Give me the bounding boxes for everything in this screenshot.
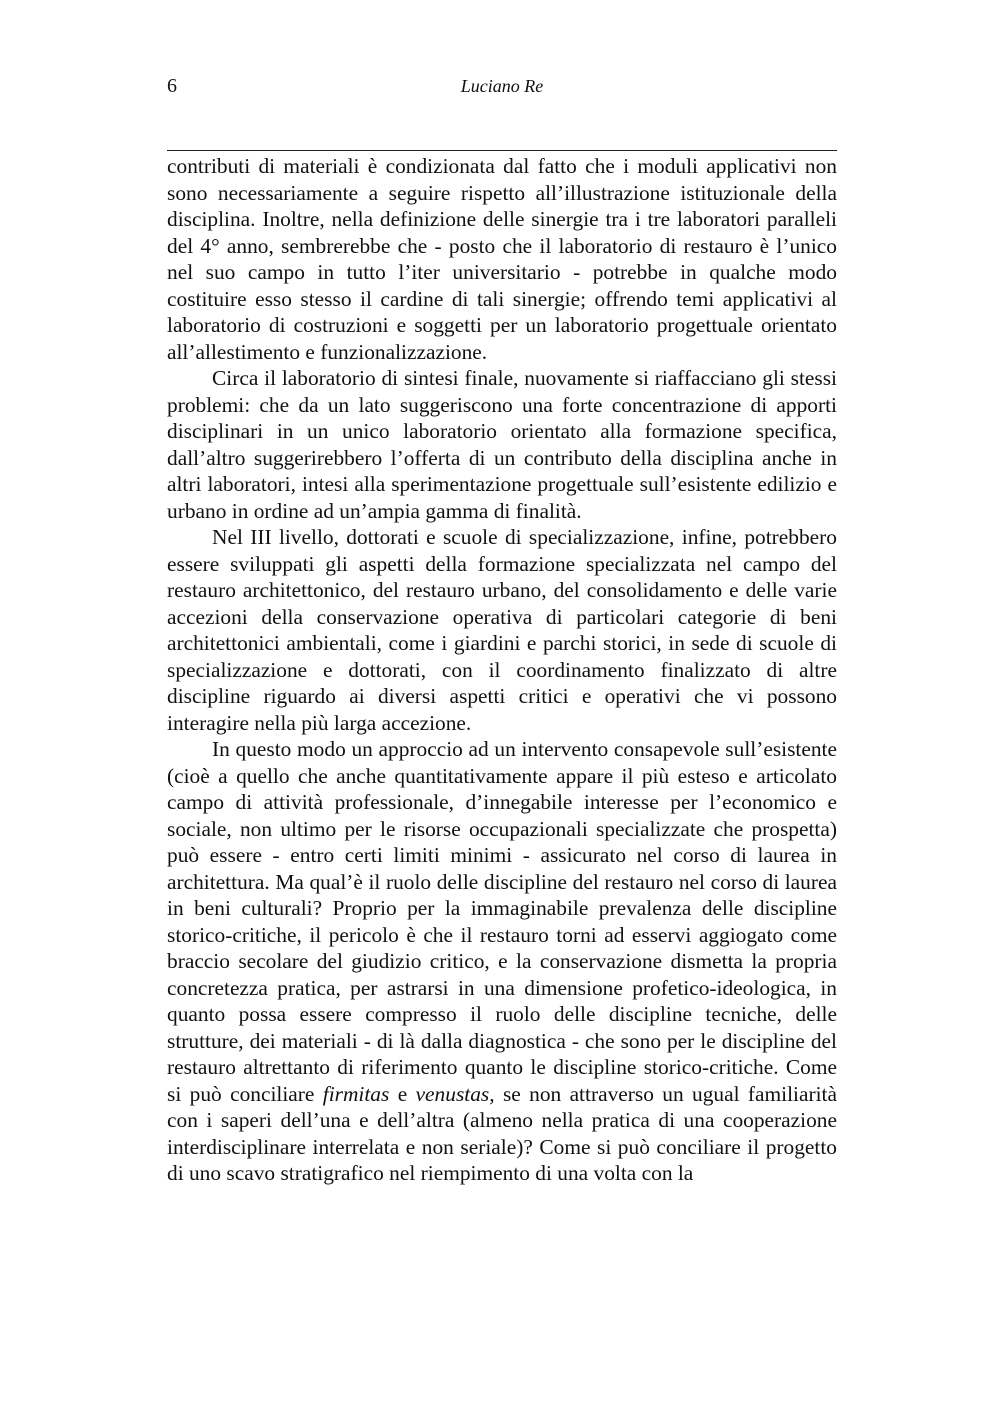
- page-number: 6: [167, 75, 177, 97]
- running-head: Luciano Re: [460, 76, 544, 96]
- paragraph-1: contributi di materiali è condizionata dal fatto che i moduli applicativi non sono necessariamente a seguire rispetto all’illustrazione istituzionale della disciplina. Inoltre, nella definizione delle sinergie tra i tre laboratori paralleli del 4° anno, sembrerebbe che - posto che il laboratorio di restauro è l’unico nel suo campo in tutto l’iter universitario - potrebbe in qualche modo costituire esso stesso il cardine di tali sinergie; offrendo temi applicativi al laboratorio di costruzioni e soggetti per un laboratorio progettuale orientato all’allestimento e funzionalizzazione.: [167, 154, 837, 364]
- paragraph-4-text-between: e: [389, 1081, 416, 1106]
- paragraph-3: Nel III livello, dottorati e scuole di specializzazione, infine, potrebbero essere sviluppati gli aspetti della formazione specializzata nel campo del restauro architettonico, del restauro urbano, del consolidamento e delle varie accezioni della conservazione operativa di particolari categorie di beni architettonici ambientali, come i giardini e parchi storici, in sede di scuole di specializzazione e dottorati, con il coordinamento finalizzato di altre discipline riguardo ai diversi aspetti critici e operativi che vi possono interagire nella più larga accezione.: [167, 525, 837, 735]
- paragraph-4: [167, 736, 837, 1187]
- paragraph-4-text-before: In questo modo un approccio ad un intervento consapevole sull’esistente (cioè a quello che anche quantitativamente appare il più esteso e articolato campo di attività professionale, d’innegabile interesse per l’economico e sociale, non ultimo per le risorse occupazionali specializzate che prospetta) può essere - entro certi limiti minimi - assicurato nel corso di laurea in architettura. Ma qual’è il ruolo delle discipline del restauro nel corso di laurea in beni culturali? Proprio per la immaginabile prevalenza delle discipline storico-critiche, il pericolo è che il restauro torni ad esservi aggiogato come braccio secolare del giudizio critico, e la conservazione dismetta la propria concretezza pratica, per astrarsi in una dimensione profetico-ideologica, in quanto possa essere compresso il ruolo delle discipline tecniche, delle strutture, dei materiali - di là dalla diagnostica - che sono per le discipline del restauro altrettanto di riferimento quanto le discipline storico-critiche. Come si può conciliare: [167, 737, 837, 1106]
- italic-term-firmitas: firmitas: [322, 1081, 390, 1106]
- paragraph-2: Circa il laboratorio di sintesi finale, nuovamente si riaffacciano gli stessi problemi: che da un lato suggeriscono una forte concentrazione di apporti disciplinari in un unico laboratorio orientato alla formazione specifica, dall’altro suggerirebbero l’offerta di un contributo della disciplina anche in altri laboratori, intesi alla sperimentazione progettuale sull’esistente edilizio e urbano in ordine ad un’ampia gamma di finalità.: [167, 366, 837, 523]
- header-rule: [167, 150, 837, 151]
- italic-term-venustas: venustas,: [415, 1081, 495, 1106]
- paragraph-4-text-after: se non attraverso un ugual familiarità con i saperi dell’una e dell’altra (almeno nella pratica di una cooperazione interdisciplinare interrelata e non seriale)? Come si può conciliare il progetto di uno scavo stratigrafico nel riempimento di una volta con la: [167, 1081, 837, 1185]
- body-text: [167, 153, 837, 1187]
